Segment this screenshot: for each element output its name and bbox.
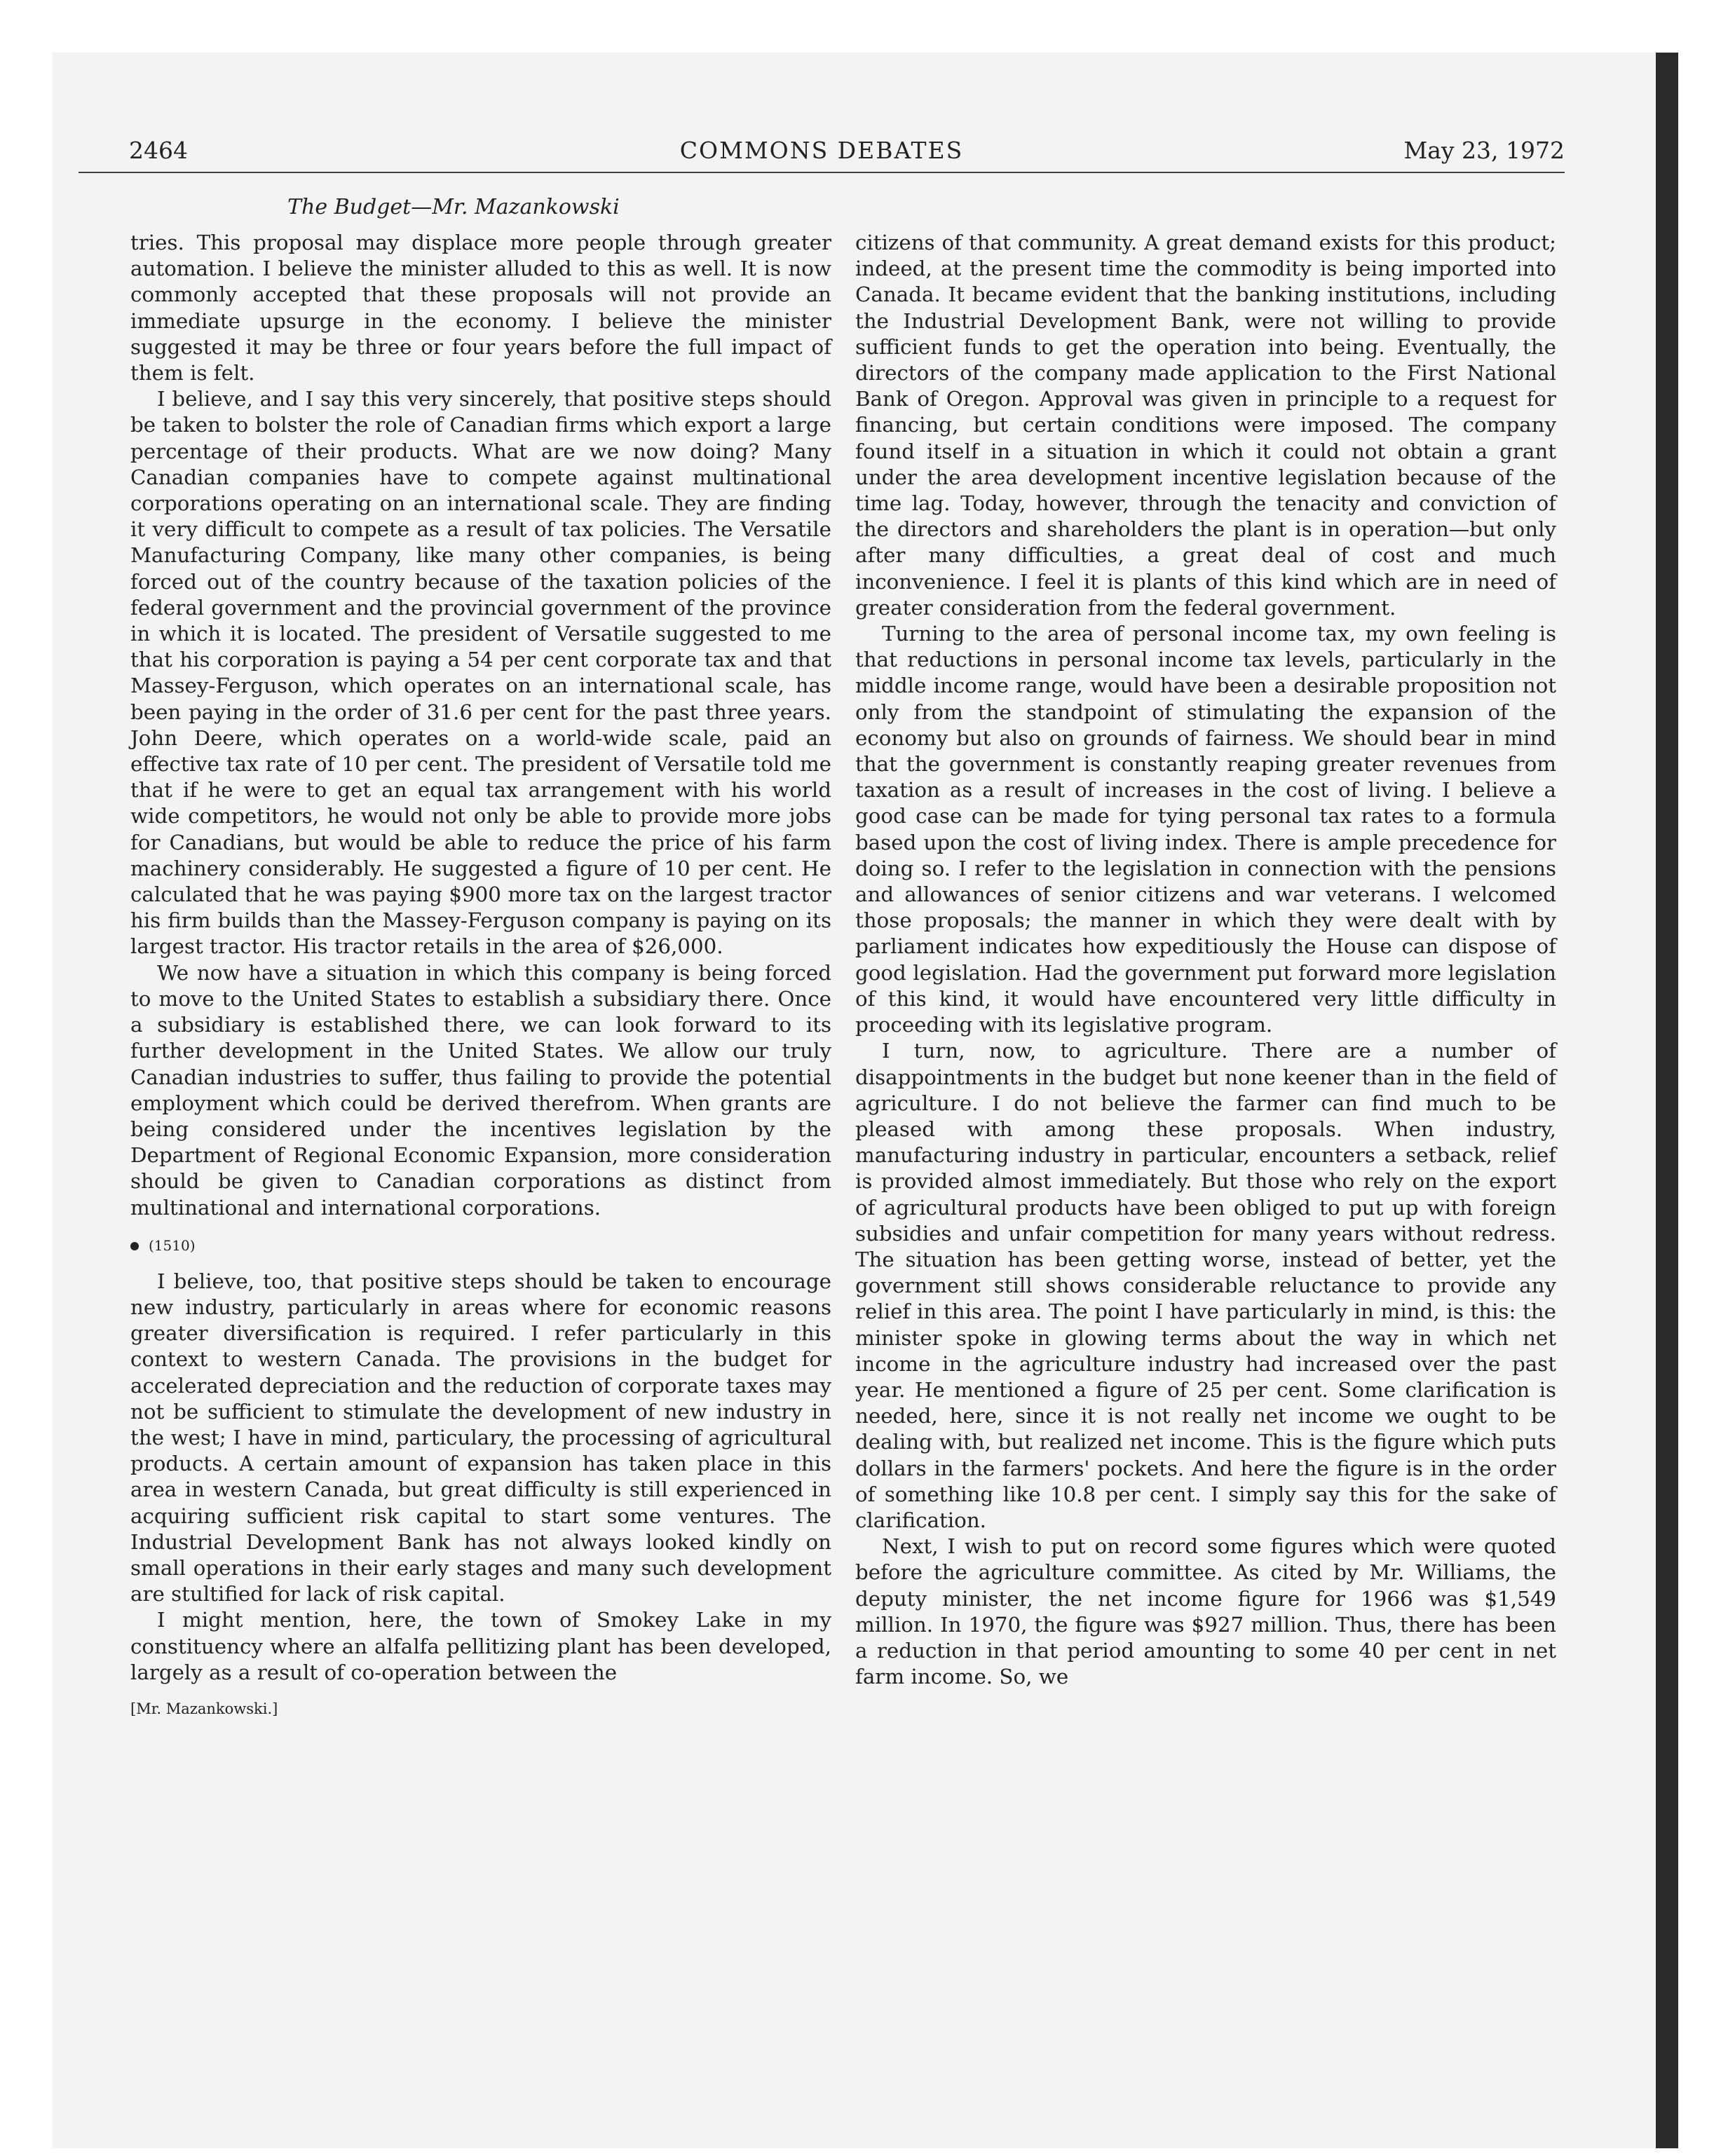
- paragraph: I turn, now, to agriculture. There are a number of disappointments in the budget but none keener than in the field of agriculture. I do not believe the farmer can find much to be pleased with among these proposals. When industry, manufacturing industry in particular, encounters a setback, relief is provided almost immediately. But those who rely on the export of agricultural products have been obliged to put up with foreign subsidies and unfair competition for many years without redress. The situation has been getting worse, instead of better, yet the government still shows considerable reluctance to provide any relief in this area. The point I have particularly in mind, is this: the minister spoke in glowing terms about the way in which net income in the agriculture industry had increased over the past year. He mentioned a figure of 25 per cent. Some clarification is needed, here, since it is not really net income we ought to be dealing with, but realized net income. This is the figure which puts dollars in the farmers' pockets. And here the figure is in the order of something like 10.8 per cent. I simply say this for the sake of clarification.: [855, 1039, 1556, 1532]
- paragraph: citizens of that community. A great demand exists for this product; indeed, at the present time the commodity is being imported into Canada. It became evident that the banking institutions, including the Industrial Development Bank, were not willing to provide sufficient funds to get the operation into being. Eventually, the directors of the company made application to the First National Bank of Oregon. Approval was given in principle to a request for financing, but certain conditions were imposed. The company found itself in a situation in which it could not obtain a grant under the area development incentive legislation because of the time lag. Today, however, through the tenacity and conviction of the directors and shareholders the plant is in operation—but only after many difficulties, a great deal of cost and much inconvenience. I feel it is plants of this kind which are in need of greater consideration from the federal government.: [855, 231, 1556, 620]
- page-number: 2464: [129, 137, 188, 164]
- issue-date: May 23, 1972: [1403, 137, 1565, 164]
- bullet-dot-icon: [130, 1242, 139, 1250]
- page-header: [79, 137, 1565, 173]
- paragraph: tries. This proposal may displace more people through greater automation. I believe the minister alluded to this as well. It is now commonly accepted that these proposals will not provide an immediate upsurge in the economy. I believe the minister suggested it may be three or four years before the full impact of them is felt.: [130, 231, 831, 386]
- right-column: [855, 230, 1556, 1690]
- paragraph: Turning to the area of personal income tax, my own feeling is that reductions in personal income tax levels, particularly in the middle income range, would have been a desirable proposition not only from the standpoint of stimulating the expansion of the economy but also on grounds of fairness. We should bear in mind that the government is constantly reaping greater revenues from taxation as a result of increases in the cost of living. I believe a good case can be made for tying personal tax rates to a formula based upon the cost of living index. There is ample precedence for doing so. I refer to the legislation in connection with the pensions and allowances of senior citizens and war veterans. I welcomed those proposals; the manner in which they were dealt with by parliament indicates how expeditiously the House can dispose of good legislation. Had the government put forward more legislation of this kind, it would have encountered very little difficulty in proceeding with its legislative program.: [855, 622, 1556, 1037]
- time-marker-text: (1510): [149, 1236, 196, 1254]
- paragraph: I believe, and I say this very sincerely, that positive steps should be taken to bolster the role of Canadian firms which export a large percentage of their products. What are we now doing? Many Canadian companies have to compete against multinational corporations operating on an international scale. They are finding it very difficult to compete as a result of tax policies. The Versatile Manufacturing Company, like many other companies, is being forced out of the country because of the taxation policies of the federal government and the provincial government of the province in which it is located. The president of Versatile suggested to me that his corporation is paying a 54 per cent corporate tax and that Massey-Ferguson, which operates on an international scale, has been paying in the order of 31.6 per cent for the past three years. John Deere, which operates on a world-wide scale, paid an effective tax rate of 10 per cent. The president of Versatile told me that if he were to get an equal tax arrangement with his world wide competitors, he would not only be able to provide more jobs for Canadians, but would be able to reduce the price of his farm machinery considerably. He suggested a figure of 10 per cent. He calculated that he was paying $900 more tax on the largest tractor his firm builds than the Massey-Ferguson company is paying on its largest tractor. His tractor retails in the area of $26,000.: [130, 387, 831, 959]
- left-column: [130, 230, 831, 1719]
- paragraph: I believe, too, that positive steps should be taken to encourage new industry, particularly in areas where for economic reasons greater diversification is required. I refer particularly in this context to western Canada. The provisions in the budget for accelerated depreciation and the reduction of corporate taxes may not be sufficient to stimulate the development of new industry in the west; I have in mind, particulary, the processing of agricultural products. A certain amount of expansion has taken place in this area in western Canada, but great difficulty is still experienced in acquiring sufficient risk capital to start some ventures. The Industrial Development Bank has not always looked kindly on small operations in their early stages and many such development are stultified for lack of risk capital.: [130, 1269, 831, 1606]
- section-subhead: The Budget—Mr. Mazankowski: [287, 195, 620, 219]
- paragraph: I might mention, here, the town of Smokey Lake in my constituency where an alfalfa pellitizing plant has been developed, largely as a result of co-operation between the: [130, 1608, 831, 1684]
- speaker-attribution: [Mr. Mazankowski.]: [130, 1700, 278, 1717]
- paragraph: Next, I wish to put on record some figures which were quoted before the agriculture committee. As cited by Mr. Williams, the deputy minister, the net income figure for 1966 was $1,549 million. In 1970, the figure was $927 million. Thus, there has been a reduction in that period amounting to some 40 per cent in net farm income. So, we: [855, 1534, 1556, 1689]
- publication-title: COMMONS DEBATES: [679, 137, 964, 164]
- time-marker: [130, 1235, 831, 1256]
- paragraph: We now have a situation in which this company is being forced to move to the United States to establish a subsidiary there. Once a subsidiary is established there, we can look forward to its further development in the United States. We allow our truly Canadian industries to suffer, thus failing to provide the potential employment which could be derived therefrom. When grants are being considered under the incentives legislation by the Department of Regional Economic Expansion, more consideration should be given to Canadian corporations as distinct from multinational and international corporations.: [130, 960, 831, 1220]
- scan-edge-bar: [1656, 53, 1678, 2148]
